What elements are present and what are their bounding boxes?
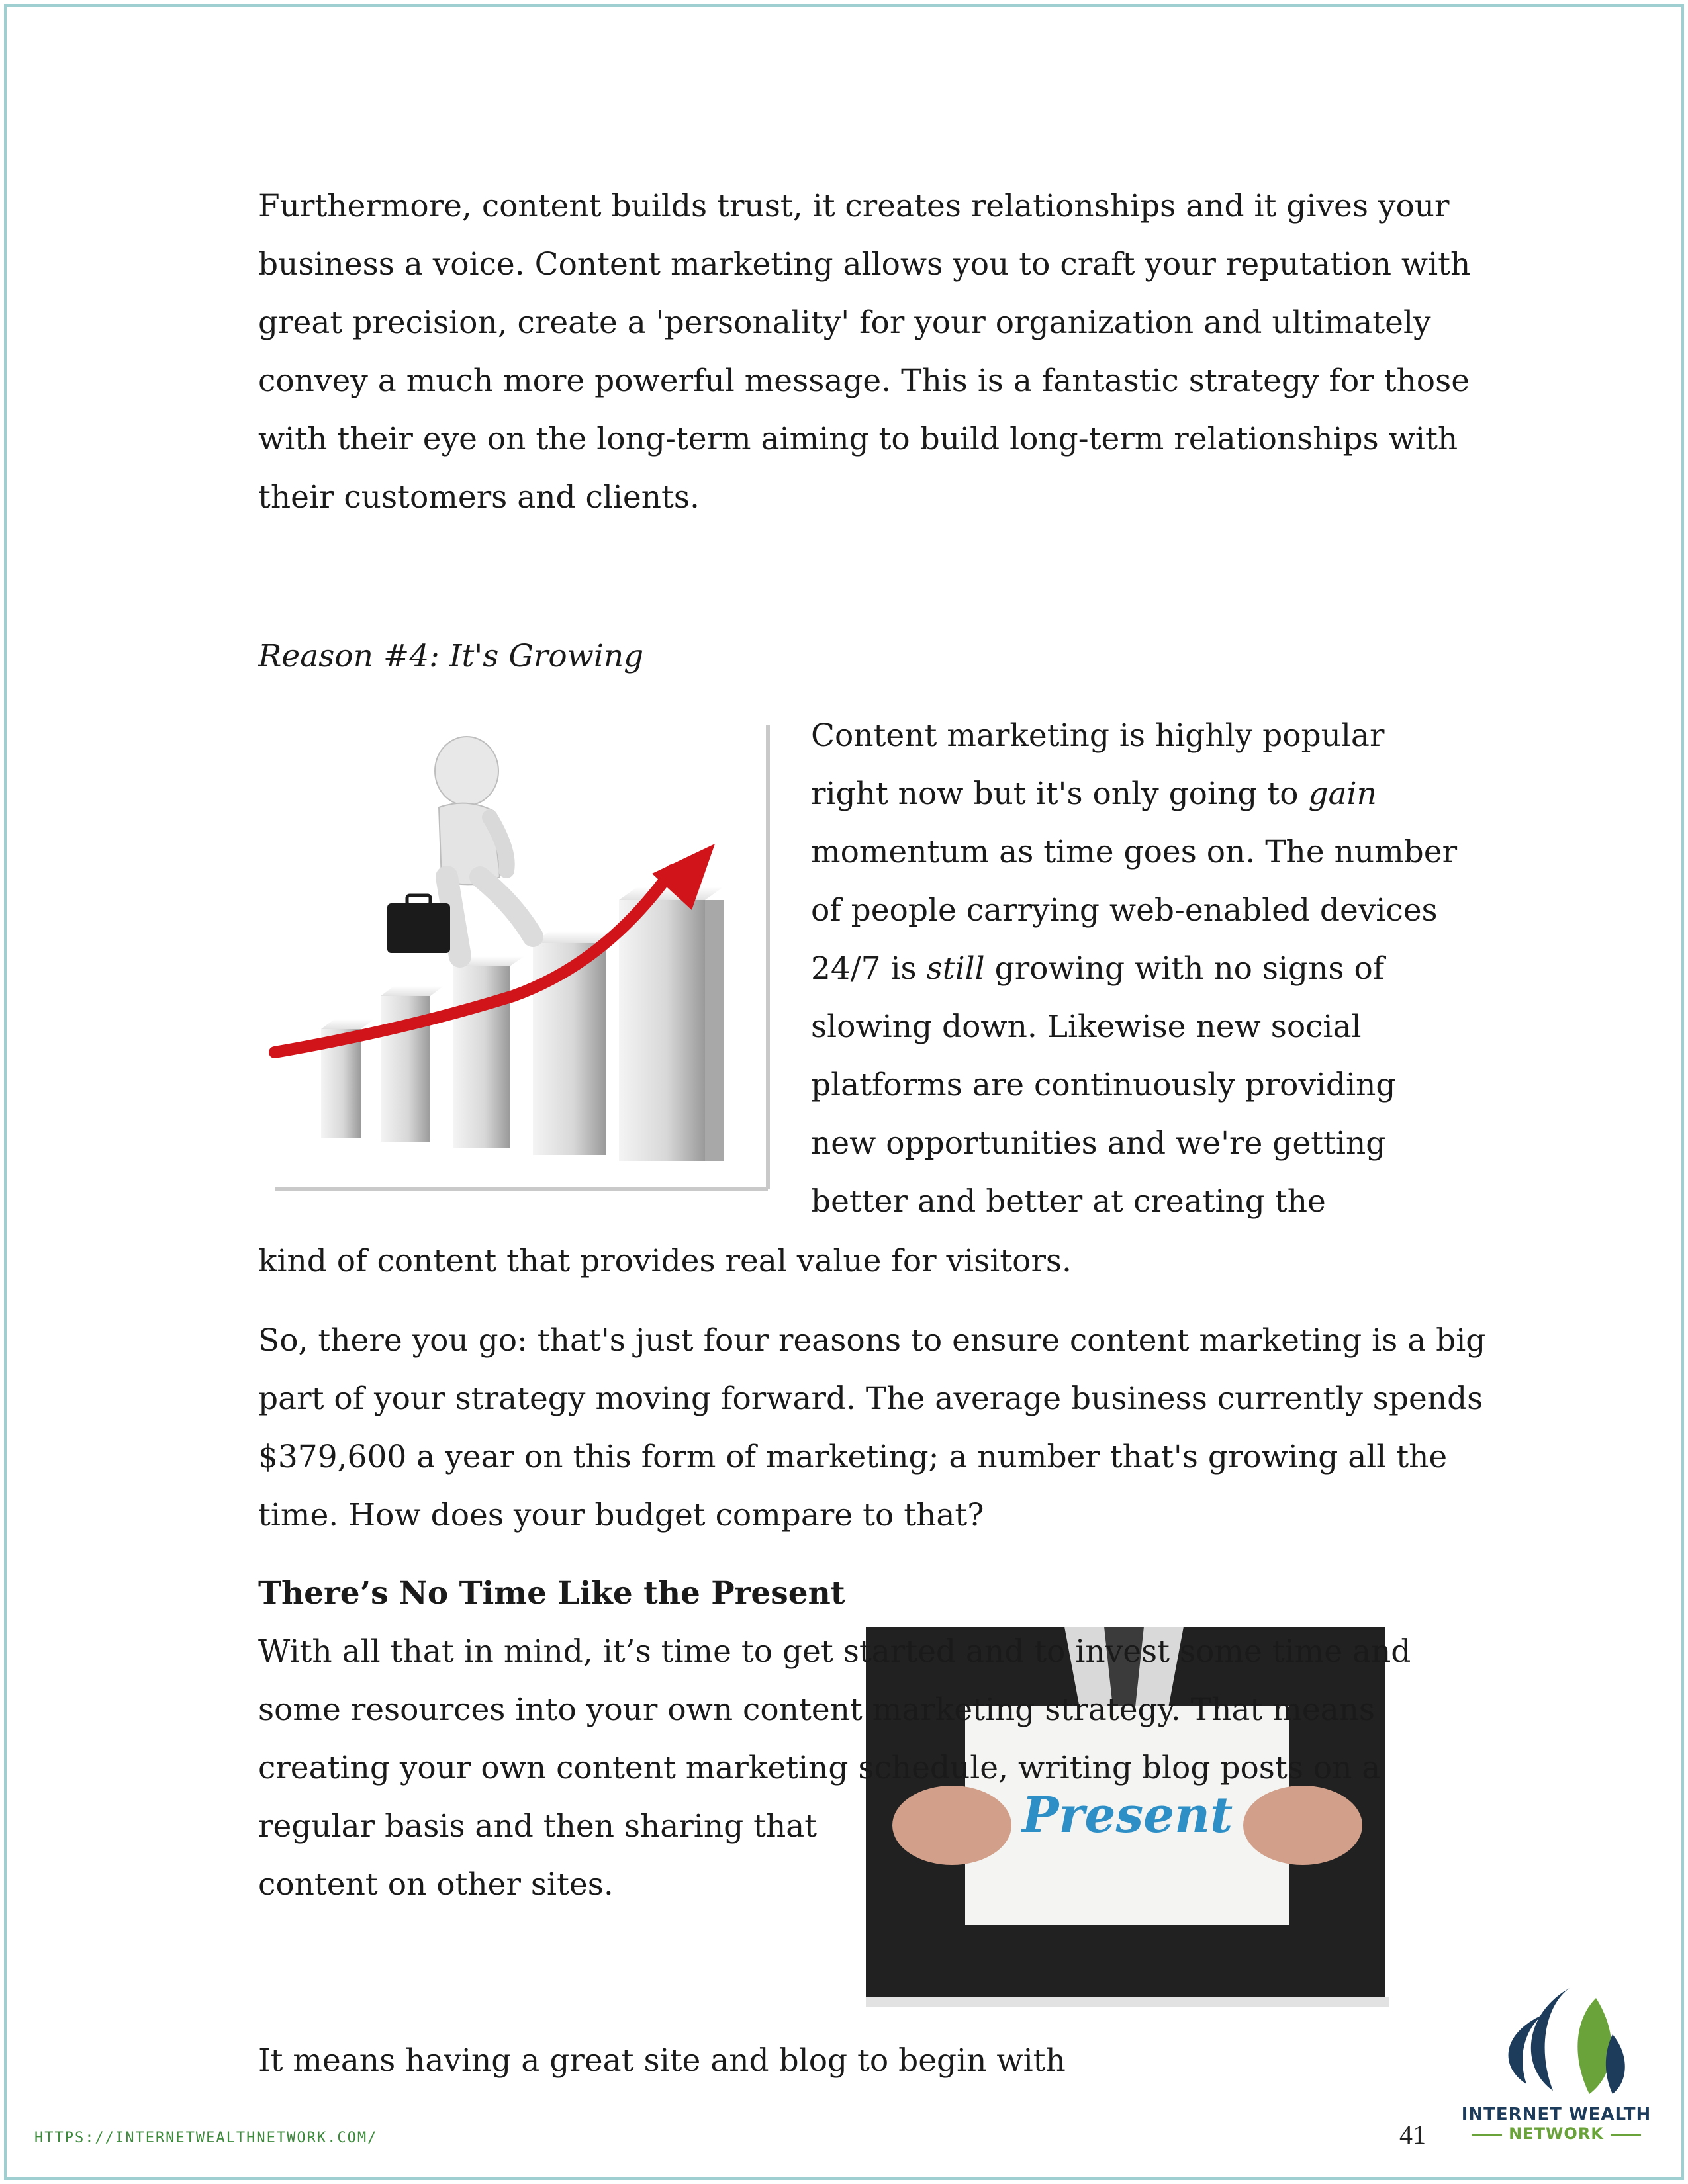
heading-text: Reason #4: It's Growing <box>258 638 644 674</box>
text-segment: 24/7 is <box>811 950 927 987</box>
logo-mark-icon <box>1454 1975 1659 2104</box>
text-line: regular basis and then sharing that <box>258 1808 818 1844</box>
stick-figure-with-briefcase <box>387 737 533 956</box>
paragraph-content-trust <box>258 177 1470 527</box>
text-line: convey a much more powerful message. This is a fantastic strategy for those <box>258 363 1470 399</box>
page-number: 41 <box>1399 2120 1426 2150</box>
text-line: content on other sites. <box>258 1866 614 1903</box>
text-line: some resources into your own content marketing strategy. That means <box>258 1692 1376 1728</box>
footer-url-link[interactable]: HTTPS://INTERNETWEALTHNETWORK.COM/ <box>34 2130 378 2146</box>
reason-4-heading <box>258 627 643 686</box>
heading-text: There’s No Time Like the Present <box>258 1575 845 1612</box>
text-line: It means having a great site and blog to begin with <box>258 2042 1066 2079</box>
paragraph-last-line <box>258 2032 1066 2090</box>
text-line: platforms are continuously providing <box>811 1067 1396 1103</box>
text-line: new opportunities and we're getting <box>811 1125 1386 1161</box>
present-heading <box>258 1565 845 1623</box>
text-line: momentum as time goes on. The number <box>811 834 1458 870</box>
text-line: part of your strategy moving forward. The average business currently spends <box>258 1381 1483 1417</box>
text-line: With all that in mind, it’s time to get started and to invest some time and <box>258 1633 1411 1670</box>
paragraph-present <box>258 1623 1411 1914</box>
text-line: great precision, create a 'personality' for your organization and ultimately <box>258 304 1431 341</box>
text-line: Content marketing is highly popular <box>811 717 1385 754</box>
logo-title: INTERNET WEALTH <box>1461 2105 1652 2124</box>
emphasis-gain: gain <box>1308 776 1377 812</box>
text-line <box>811 765 1457 823</box>
paragraph-summary <box>258 1312 1485 1545</box>
text-line: with their eye on the long-term aiming to build long-term relationships with <box>258 421 1458 457</box>
text-line: time. How does your budget compare to that? <box>258 1497 984 1533</box>
text-line: kind of content that provides real value for visitors. <box>258 1243 1072 1279</box>
text-line <box>811 940 1457 998</box>
text-line: their customers and clients. <box>258 479 700 516</box>
paragraph-growing-wrapped <box>811 707 1457 1231</box>
brand-logo <box>1454 1975 1659 2143</box>
text-line: better and better at creating the <box>811 1183 1326 1220</box>
text-line: So, there you go: that's just four reasons to ensure content marketing is a big <box>258 1322 1486 1359</box>
text-line: creating your own content marketing schedule, writing blog posts on a <box>258 1750 1381 1786</box>
text-line: of people carrying web-enabled devices <box>811 892 1438 929</box>
text-line: $379,600 a year on this form of marketing; a number that's growing all the <box>258 1439 1448 1475</box>
text-line: slowing down. Likewise new social <box>811 1009 1362 1045</box>
emphasis-still: still <box>926 950 985 987</box>
growth-chart-figure-illustration <box>261 718 778 1201</box>
text-segment: growing with no signs of <box>984 950 1385 987</box>
text-line: business a voice. Content marketing allows you to craft your reputation with <box>258 246 1471 283</box>
logo-subtitle: NETWORK <box>1454 2124 1659 2143</box>
text-line: Furthermore, content builds trust, it creates relationships and it gives your <box>258 188 1450 224</box>
sign-text: Present <box>1021 1787 1233 1844</box>
paragraph-growing-final-line <box>258 1232 1072 1291</box>
text-segment: right now but it's only going to <box>811 776 1309 812</box>
